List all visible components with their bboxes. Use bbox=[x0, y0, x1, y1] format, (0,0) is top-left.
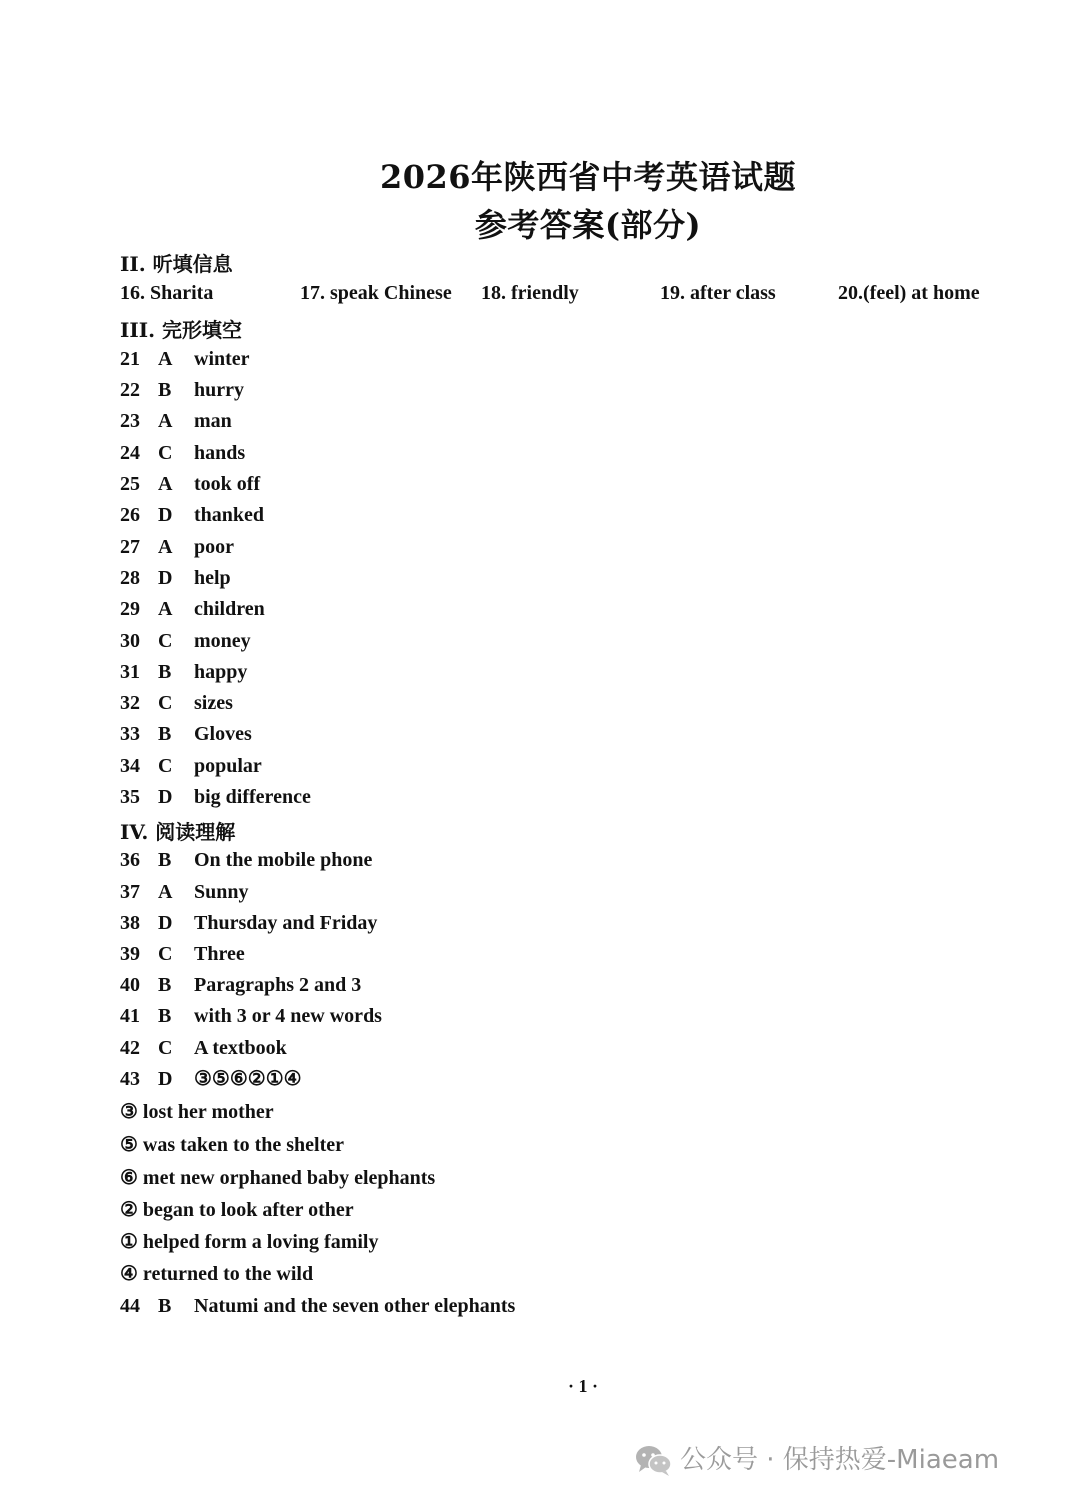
answer-row: 43 D ③⑤⑥②①④ bbox=[120, 1068, 302, 1090]
answer-row: 32 C sizes bbox=[120, 692, 233, 714]
answer-row: 27 A poor bbox=[120, 536, 234, 558]
listen-item-16: 16. Sharita bbox=[120, 282, 214, 304]
answer-row: 23 A man bbox=[120, 410, 232, 432]
listen-item-20: 20.(feel) at home bbox=[838, 282, 980, 304]
order-line: ⑥ met new orphaned baby elephants bbox=[120, 1167, 436, 1189]
answer-row: 35 D big difference bbox=[120, 786, 311, 808]
answer-row: 40 B Paragraphs 2 and 3 bbox=[120, 974, 362, 996]
answer-row: 31 B happy bbox=[120, 661, 248, 683]
answer-row: 42 C A textbook bbox=[120, 1037, 287, 1059]
section-4-heading: IV. 阅读理解 bbox=[120, 820, 236, 844]
answer-row: 30 C money bbox=[120, 630, 251, 652]
answer-row: 21 A winter bbox=[120, 348, 250, 370]
answer-row: 22 B hurry bbox=[120, 379, 244, 401]
section-2-heading: II. 听填信息 bbox=[120, 252, 233, 276]
order-line: ① helped form a loving family bbox=[120, 1231, 379, 1253]
page-subtitle: 参考答案(部分) bbox=[474, 206, 702, 244]
order-line: ④ returned to the wild bbox=[120, 1263, 314, 1285]
page-number: · 1 · bbox=[567, 1376, 598, 1396]
answer-row: 38 D Thursday and Friday bbox=[120, 912, 378, 934]
answer-row: 25 A took off bbox=[120, 473, 261, 495]
answer-row: 41 B with 3 or 4 new words bbox=[120, 1005, 382, 1027]
answer-row: 34 C popular bbox=[120, 755, 262, 777]
answer-row: 29 A children bbox=[120, 598, 265, 620]
section-3-heading: III. 完形填空 bbox=[120, 318, 242, 342]
answer-row: 26 D thanked bbox=[120, 504, 265, 526]
answer-row: 37 A Sunny bbox=[120, 881, 249, 903]
answer-row: 33 B Gloves bbox=[120, 723, 252, 745]
wechat-icon bbox=[634, 1444, 674, 1478]
watermark-text: 公众号 · 保持热爱-Miaeam bbox=[680, 1445, 1000, 1475]
answer-row: 36 B On the mobile phone bbox=[120, 849, 373, 871]
listen-item-17: 17. speak Chinese bbox=[300, 282, 452, 304]
answer-row: 39 C Three bbox=[120, 943, 245, 965]
answer-row: 28 D help bbox=[120, 567, 231, 589]
listen-item-18: 18. friendly bbox=[481, 282, 579, 304]
page-title: 2026年陕西省中考英语试题 bbox=[379, 158, 797, 196]
answer-row: 24 C hands bbox=[120, 442, 246, 464]
order-line: ⑤ was taken to the shelter bbox=[120, 1134, 345, 1156]
answer-row: 44 B Natumi and the seven other elephants bbox=[120, 1295, 516, 1317]
order-line: ③ lost her mother bbox=[120, 1101, 274, 1123]
listen-item-19: 19. after class bbox=[660, 282, 776, 304]
watermark bbox=[634, 1440, 999, 1480]
order-line: ② began to look after other bbox=[120, 1199, 354, 1221]
